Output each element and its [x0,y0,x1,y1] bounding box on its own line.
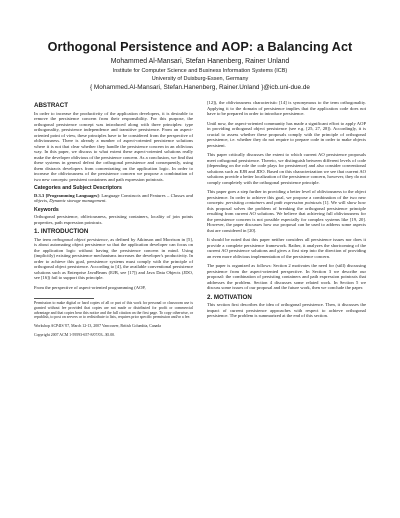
category-code: D.3.3 [34,192,45,198]
intro-paragraph-1 [34,237,193,281]
right-paragraph-7: This section first describes the idea of orthogonal persistence. Then, it discusses the impact of current persistence approaches with respect to achieve orthogonal persistence. The problem is summarized at the end of this section. [207,302,366,318]
footnote-rule [34,298,94,299]
abstract-heading: ABSTRACT [34,102,69,109]
abstract-text: In order to increase the productivity of the application developers, it is desirable to remove the persistence concern from their responsibility. For this purpose, the orthogonal persistence concept was introduced along with three principles: type orthogonality, persistence independence and transitive persistence. From an aspect-oriented point of view, these principles have to be considered from the perspective of obliviousness. There is already a number of aspect-oriented persistence solutions where it is not that clear whether they handle the persistence concern in an oblivious way. In this paper, we discuss to what extent these aspect-oriented solutions really make the developer oblivious of the persistence concern. As a conclusion, we find that these systems in general defeat the orthogonal persistence and consequently, using them distracts developers from concentrating on the application logic. In order to increase the obliviousness of the persistence concern we propose a combination of two new concepts: persistent containers and path expression pointcuts. [34,110,193,182]
institute-line: Institute for Computer Science and Business Information Systems (ICB) [112,68,288,74]
p4-c: and [264,200,275,205]
p4-b: persisting containers [225,200,265,205]
keywords-text: Orthogonal persistence, obliviousness, persisting containers, locality of join points properties, path expression pointcuts. [34,214,193,225]
categories-heading: Categories and Subject Descriptors [34,185,122,191]
keywords-heading: Keywords [34,206,59,213]
author-list: Mohammed Al-Mansari, Stefan Hanenberg, Rainer Unland [110,58,290,65]
categories-text [34,193,193,204]
category-italic: Classes and objects, Dynamic storage management. [34,192,193,203]
intro-heading: 1. INTRODUCTION [34,228,89,235]
right-paragraph-2: Until now, the aspect-oriented community has made a significant effort to apply AOP in providing orthogonal object persistence (see e.g. [25, 27, 28]). Accordingly, it is crucial to assess whether these proposals comply with the principle of orthogonal persistence, i.e. whether they do not require to prepare code in order to make objects persistent. [207,120,366,148]
motivation-heading: 2. MOTIVATION [207,293,252,301]
right-paragraph-1: [12]), the obliviousness characteristic [14] is synonymous to the term orthogonality. Applying it to the domain of persistence implies that the application code does not have to be prepared in order to introduce persistence. [207,100,366,116]
author-emails: { Mohammed.Al-Mansari, Stefan.Hanenberg, Rainer.Unland }@icb.uni-due.de [90,84,310,91]
conference-notice: Workshop ACP4IS '07, March 12-13, 2007 Vancouver, British Columbia, Canada [34,324,161,329]
university-line: University of Duisburg-Essen, Germany [151,76,249,82]
p4-a: This paper goes a step further in providing a better level of obliviousness to the object persistence. In order to achieve this goal, we propose a combination of the two new concepts: [207,189,366,205]
left-column [34,100,193,342]
category-code-label: [Programming Languages] [45,192,99,198]
intro-p1-italic: orthogonal object persistence [52,236,108,242]
copyright-notice: Copyright 2007 ACM 1-59593-657-8/07/03...$5.00. [34,332,116,337]
p4-e: [1]. We will show how this proposal solves the problem of breaking the orthogonal persistence principle resulting from current AO solutions. We believe that achieving full obliviousness for the persistence concern is not possible especially for complex systems like [19, 20]. However, the paper discusses how our proposal can be used to address some aspects that are considered in [20]. [207,200,366,233]
intro-p1-start: The term [34,236,53,242]
permission-notice: Permission to make digital or hard copies of all or part of this work for personal or classroom use is granted without fee provided that copies are not made or distributed for profit or commercial advantage and that copies bear this notice and the full citation on the first page. To copy otherwise, or republish, to post on servers or to redistribute to lists, requires prior specific permission and/or a fee. [34,301,193,320]
two-column-body [34,100,366,342]
category-plain: : Language Constructs and Features – [98,192,171,198]
p4-d: path expression pointcuts [274,200,322,205]
intro-p1-rest: , as defined by Atkinson and Morrison in [5], is about automating object persistence so that the application developer can focus on the application logic without having the persistence concern in mind. Using (implicitly) existing persistence mechanisms increases the developer's productivity. In order to achieve this goal, persistence systems must comply with the principle of orthogonal object persistence. According to [4], the available conventional persistence solutions such as Enterprise JavaBeans (EJB, see [17]) and Java Data Objects (JDO, see [16]) fail to support this principle. [34,236,194,280]
paper-title: Orthogonal Persistence and AOP: a Balancing Act [47,40,353,54]
right-paragraph-4 [207,189,366,233]
right-paragraph-5: It should be noted that this paper neither considers all persistence issues nor does it provide a complete persistence framework. Rather, it analyzes the shortcoming of the current AO persistence solutions and gives a first step into the direction of providing an even more oblivious implementation of the persistence concern. [207,237,366,259]
right-paragraph-3: This paper critically discusses the extent to which current AO persistence proposals meet orthogonal persistence. Thereto, we distinguish between different levels of code (depending on the role the code plays for persistence) and also consider conventional solutions such as EJB and JDO. Based on this characterization we see that current AO solutions provide a better localization of the persistence concern, however, they do not comply completely with the orthogonal persistence principle. [207,152,367,185]
right-column [207,100,366,342]
intro-paragraph-2: From the perspective of aspect-oriented programming (AOP, [34,284,146,290]
right-paragraph-6: The paper is organized as follows: Section 2 motivates the need for (still) discussing persistence from the aspect-oriented perspective. In Section 3 we describe our proposal: the combination of persisting containers and path expression pointcuts that addresses the problem. Section 4 discusses some related work. In Section 5 we discuss some issues of our proposal and the future work, then we conclude the paper. [207,263,366,290]
